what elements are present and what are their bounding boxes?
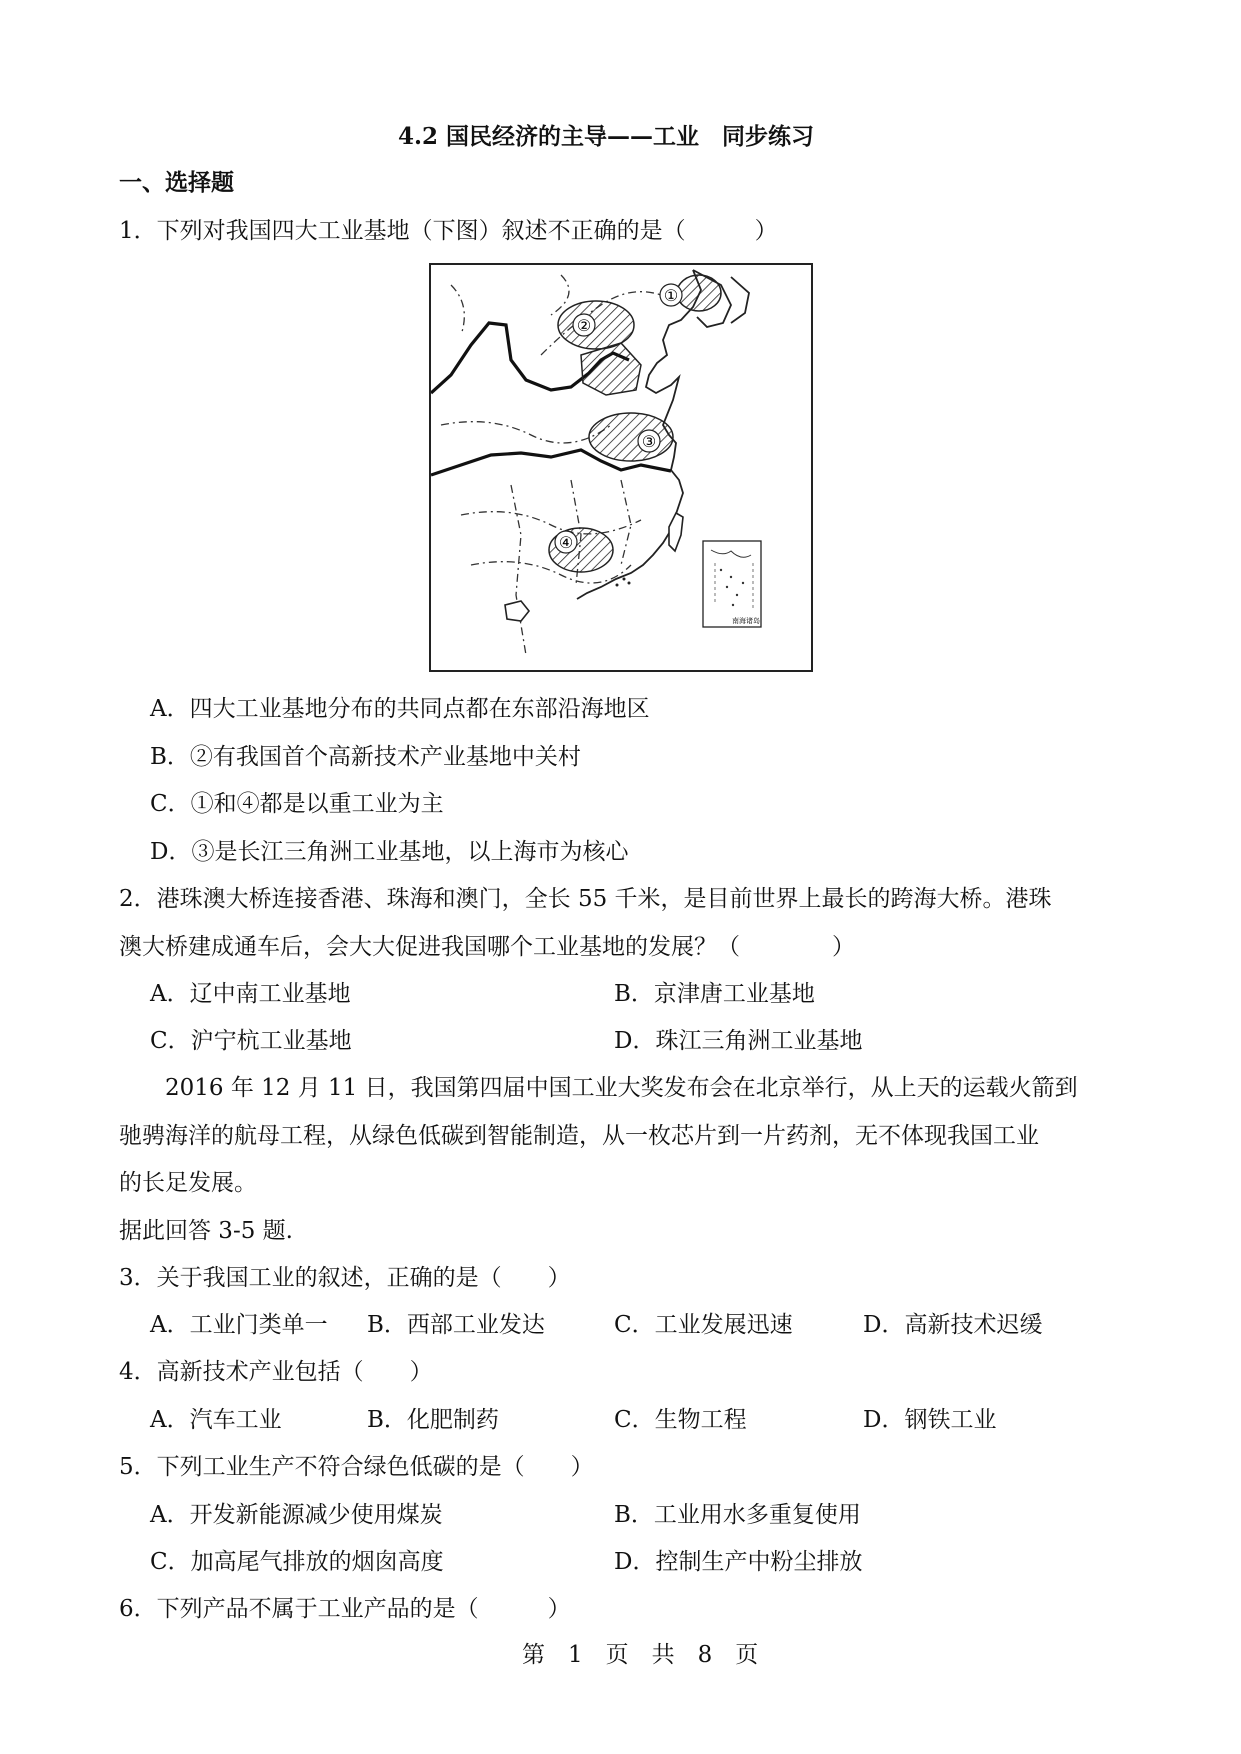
base-1-label: ①	[663, 286, 679, 305]
q3-option-c: C．工业发展迅速	[614, 1312, 793, 1338]
passage-line2: 驰骋海洋的航母工程，从绿色低碳到智能制造，从一枚芯片到一片药剂，无不体现我国工业	[119, 1123, 1039, 1149]
q2-stem-line1: 2．港珠澳大桥连接香港、珠海和澳门，全长 55 千米，是目前世界上最长的跨海大桥。港珠	[119, 886, 1052, 912]
base-2-label: ②	[576, 316, 592, 335]
q5-option-b: B．工业用水多重复使用	[614, 1502, 861, 1528]
q5-option-a: A．开发新能源减少使用煤炭	[150, 1502, 443, 1528]
q2-option-d: D．珠江三角洲工业基地	[614, 1028, 863, 1054]
taiwan-island	[669, 513, 683, 551]
base-2-ext	[581, 343, 641, 395]
south-china-sea-inset	[703, 541, 761, 627]
page-title: 4.2 国民经济的主导——工业 同步练习	[398, 123, 815, 150]
q2-option-c: C．沪宁杭工业基地	[150, 1028, 352, 1054]
q5-option-c: C．加高尾气排放的烟囱高度	[150, 1549, 444, 1575]
q1-option-b: B．②有我国首个高新技术产业基地中关村	[150, 744, 581, 770]
base-4-label: ④	[558, 533, 574, 552]
base-3-area	[589, 413, 673, 461]
base-2-area	[558, 301, 634, 349]
q3-option-b: B．西部工业发达	[367, 1312, 545, 1338]
base-3-label: ③	[641, 432, 657, 451]
page-footer: 第 1 页 共 8 页	[522, 1642, 759, 1668]
section-heading: 一、选择题	[119, 169, 234, 196]
q1-stem: 1．下列对我国四大工业基地（下图）叙述不正确的是（ ）	[119, 218, 778, 244]
base-1-area	[677, 275, 721, 311]
q2-option-a: A．辽中南工业基地	[150, 981, 351, 1007]
q3-option-d: D．高新技术迟缓	[863, 1312, 1043, 1338]
q1-option-d: D．③是长江三角洲工业基地，以上海市为核心	[150, 839, 629, 865]
q4-stem: 4．高新技术产业包括（ ）	[119, 1359, 433, 1385]
q4-option-c: C．生物工程	[614, 1407, 747, 1433]
q1-option-a: A．四大工业基地分布的共同点都在东部沿海地区	[150, 696, 650, 722]
q2-stem-line2: 澳大桥建成通车后，会大大促进我国哪个工业基地的发展？（ ）	[119, 934, 855, 960]
q3-stem: 3．关于我国工业的叙述，正确的是（ ）	[119, 1265, 571, 1291]
passage-line3: 的长足发展。	[119, 1170, 257, 1196]
q4-option-a: A．汽车工业	[150, 1407, 282, 1433]
q2-option-b: B．京津唐工业基地	[614, 981, 815, 1007]
industrial-base-map	[429, 263, 813, 672]
q4-option-b: B．化肥制药	[367, 1407, 499, 1433]
q1-option-c: C．①和④都是以重工业为主	[150, 791, 444, 817]
q3-option-a: A．工业门类单一	[150, 1312, 328, 1338]
passage-line1: 2016 年 12 月 11 日，我国第四届中国工业大奖发布会在北京举行，从上天的运载火箭到	[165, 1075, 1078, 1101]
passage-line4: 据此回答 3-5 题.	[119, 1218, 293, 1244]
inset-caption: 南海诸岛	[732, 617, 760, 625]
q6-stem: 6．下列产品不属于工业产品的是（ ）	[119, 1596, 571, 1622]
q4-option-d: D．钢铁工业	[863, 1407, 997, 1433]
hainan-island	[505, 601, 529, 621]
q5-stem: 5．下列工业生产不符合绿色低碳的是（ ）	[119, 1454, 594, 1480]
q5-option-d: D．控制生产中粉尘排放	[614, 1549, 863, 1575]
